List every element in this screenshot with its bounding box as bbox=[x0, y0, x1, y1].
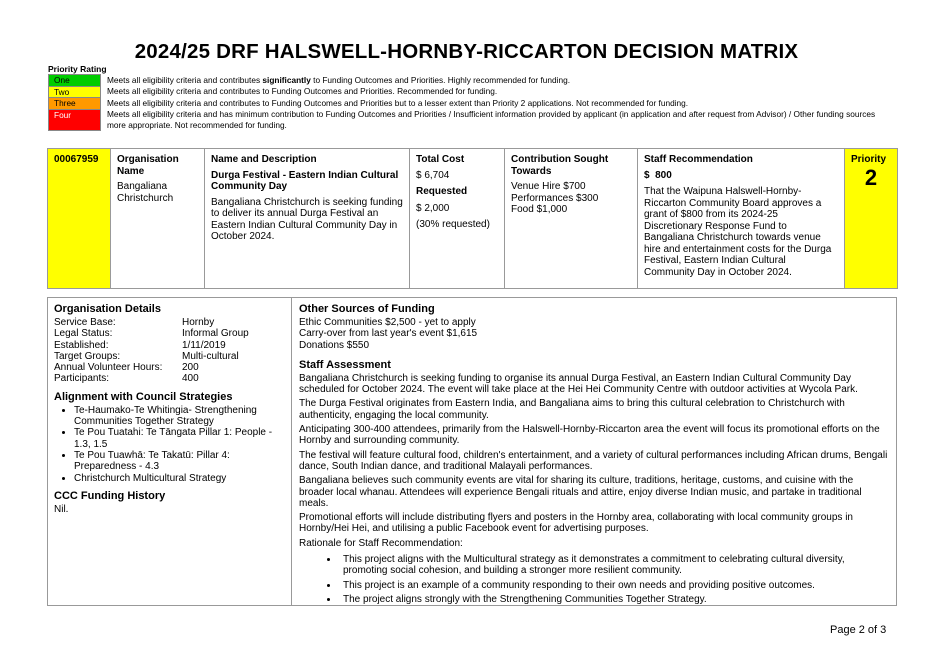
priority-row-two bbox=[49, 86, 888, 98]
organisation-cell bbox=[111, 149, 205, 289]
alignment-item: • Te-Haumako-Te Whitingia- Strengthening Communities Together Strategy bbox=[74, 405, 285, 428]
detail-row bbox=[54, 317, 285, 328]
total-cost-cell bbox=[410, 149, 505, 289]
staff-recommendation-cell bbox=[638, 149, 845, 289]
priority-rating-label: Priority Rating bbox=[48, 64, 107, 74]
alignment-list bbox=[54, 405, 285, 484]
priority-desc-one: Meets all eligibility criteria and contributes significantly to Funding Outcomes and Priorities. Highly recommended for funding. bbox=[107, 74, 571, 85]
detail-key: Service Base: bbox=[54, 317, 116, 328]
contribution-line: Food $1,000 bbox=[511, 204, 568, 215]
organisation-header: Organisation Name bbox=[117, 154, 179, 177]
staff-recommendation-amount: $ 800 bbox=[644, 169, 672, 181]
total-cost-header: Total Cost bbox=[416, 154, 465, 165]
detail-value: Hornby bbox=[182, 317, 215, 328]
detail-key: Participants: bbox=[54, 373, 110, 385]
rationale-list bbox=[299, 554, 890, 605]
staff-assessment-heading: Staff Assessment bbox=[299, 358, 391, 371]
detail-row bbox=[54, 328, 285, 339]
staff-recommendation-header: Staff Recommendation bbox=[644, 154, 753, 165]
priority-swatch-three: Three bbox=[49, 98, 101, 110]
contribution-header: Contribution Sought Towards bbox=[511, 154, 609, 177]
detail-value: 200 bbox=[182, 362, 199, 374]
detail-key: Legal Status: bbox=[54, 328, 113, 340]
assessment-paragraph: Anticipating 300-400 attendees, primarily from the Halswell-Hornby-Riccarton area the event will focus its promotional efforts on the Hornby and surrounding community. bbox=[299, 424, 880, 447]
alignment-item: • Te Pou Tuawhā: Te Takatū: Pillar 4: Preparedness - 4.3 bbox=[74, 450, 285, 473]
requested-amount: $ 2,000 bbox=[416, 202, 450, 214]
rationale-heading: Rationale for Staff Recommendation: bbox=[299, 537, 463, 549]
rationale-item: • This project is an example of a community responding to their own needs and providing positive outcomes. bbox=[339, 580, 890, 591]
detail-value: 400 bbox=[182, 373, 199, 385]
priority-swatch-one: One bbox=[49, 75, 101, 87]
detail-row bbox=[54, 362, 285, 373]
project-description: Bangaliana Christchurch is seeking funding to deliver its annual Durga Festival an Eastern Indian Cultural Community Day in October 2024. bbox=[211, 196, 403, 242]
alignment-item: • Christchurch Multicultural Strategy bbox=[74, 473, 285, 484]
right-assessment-column bbox=[293, 298, 896, 605]
other-sources-heading: Other Sources of Funding bbox=[299, 303, 435, 315]
rationale-item: • This project aligns with the Multicultural strategy as it demonstrates a commitment to celebrating cultural diversity, promoting social cohesion, and building a stronger more resilient community. bbox=[339, 554, 890, 577]
priority-swatch-four: Four bbox=[49, 109, 101, 130]
priority-header: Priority bbox=[851, 154, 887, 165]
priority-row-four bbox=[49, 109, 888, 130]
name-description-header: Name and Description bbox=[211, 154, 317, 165]
other-source-line: Donations $550 bbox=[299, 339, 370, 351]
contribution-line: Venue Hire $700 bbox=[511, 181, 586, 192]
contribution-cell bbox=[505, 149, 638, 289]
details-section bbox=[47, 297, 897, 606]
page-number: Page 2 of 3 bbox=[830, 624, 887, 636]
requested-label: Requested bbox=[416, 186, 468, 197]
alignment-heading: Alignment with Council Strategies bbox=[54, 390, 233, 403]
priority-desc-four: Meets all eligibility criteria and has minimum contribution to Funding Outcomes and Priorities / Insufficient information provided by applicant (in application and after request from Advisor) / Other funding sources more appropriate. Not recommended for funding. bbox=[107, 109, 876, 130]
ccc-funding-history-heading: CCC Funding History bbox=[54, 489, 166, 502]
priority-desc-two: Meets all eligibility criteria and contributes to Funding Outcomes and Priorities. Recommended for funding. bbox=[107, 86, 498, 96]
other-source-line: Ethic Communities $2,500 - yet to apply bbox=[299, 317, 476, 328]
ccc-funding-history-text: Nil. bbox=[54, 503, 69, 515]
detail-key: Annual Volunteer Hours: bbox=[54, 362, 163, 374]
priority-desc-three: Meets all eligibility criteria and contributes to Funding Outcomes and Priorities but to a lesser extent than Priority 2 applications. Not recommended for funding. bbox=[107, 97, 689, 108]
name-description-cell bbox=[205, 149, 410, 289]
application-id: 00067959 bbox=[54, 154, 99, 165]
priority-cell bbox=[845, 149, 898, 289]
detail-value: Informal Group bbox=[182, 328, 249, 340]
detail-value: Multi-cultural bbox=[182, 350, 239, 362]
alignment-item: • Te Pou Tuatahi: Te Tāngata Pillar 1: People - 1.3, 1.5 bbox=[74, 427, 285, 450]
priority-row-three bbox=[49, 98, 888, 110]
detail-row bbox=[54, 340, 285, 351]
rationale-item: • The project aligns strongly with the Strengthening Communities Together Strategy. bbox=[339, 594, 890, 605]
assessment-paragraph: Bangaliana Christchurch is seeking funding to organise its annual Durga Festival, an Eastern Indian Cultural Community Day scheduled for October 2024. The event will take place at the Hei Hei Community Centre with outdoor activities at Wycola Park. bbox=[299, 372, 858, 396]
priority-value: 2 bbox=[864, 164, 878, 190]
requested-percentage: (30% requested) bbox=[416, 219, 490, 230]
assessment-paragraph: Promotional efforts will include distributing flyers and posters in the Hornby area, collaborating with local community groups in Hornby/Hei Hei, and utilising a public Facebook event for advertising purposes. bbox=[299, 512, 853, 535]
detail-key: Established: bbox=[54, 339, 109, 351]
application-summary-table bbox=[47, 148, 898, 289]
staff-recommendation-text: That the Waipuna Halswell-Hornby-Riccarton Community Board approves a grant of $800 from its 2024-25 Discretionary Response Fund to Bangaliana Christchurch towards venue hire and entertainment costs for the Durga Festival, Eastern Indian Cultural Community Day in October 2024. bbox=[644, 186, 832, 278]
page-title: 2024/25 DRF HALSWELL-HORNBY-RICCARTON DECISION MATRIX bbox=[134, 40, 799, 63]
detail-row bbox=[54, 373, 285, 384]
other-source-line: Carry-over from last year's event $1,615 bbox=[299, 328, 478, 340]
total-cost-value: $ 6,704 bbox=[416, 169, 450, 181]
assessment-paragraph: The Durga Festival originates from Eastern India, and Bangaliana aims to bring this cultural celebration to Christchurch with authenticity, engaging the local community. bbox=[299, 398, 845, 421]
detail-row bbox=[54, 351, 285, 362]
organisation-name: Bangaliana Christchurch bbox=[117, 181, 174, 204]
left-details-column bbox=[48, 298, 292, 605]
assessment-paragraph: The festival will feature cultural food, children's entertainment, and a variety of cultural performances including African drums, Bengali dance, South Indian dance, and traditional Malayali performances. bbox=[299, 449, 888, 472]
priority-rating-legend bbox=[48, 74, 888, 131]
detail-value: 1/11/2019 bbox=[182, 339, 226, 351]
project-title: Durga Festival - Eastern Indian Cultural Community Day bbox=[211, 169, 399, 192]
contribution-line: Performances $300 bbox=[511, 192, 599, 204]
organisation-details-heading: Organisation Details bbox=[54, 303, 161, 315]
priority-swatch-two: Two bbox=[49, 86, 101, 98]
detail-key: Target Groups: bbox=[54, 350, 121, 362]
assessment-paragraph: Bangaliana believes such community events are vital for sharing its culture, traditions, heritage, customs, and cuisine with the broader local whanau. Attendees will experience Bengali rituals and attire, enjoy diverse Indian music, and partake in traditional meals. bbox=[299, 475, 862, 509]
priority-row-one bbox=[49, 75, 888, 87]
application-id-cell bbox=[48, 149, 111, 289]
